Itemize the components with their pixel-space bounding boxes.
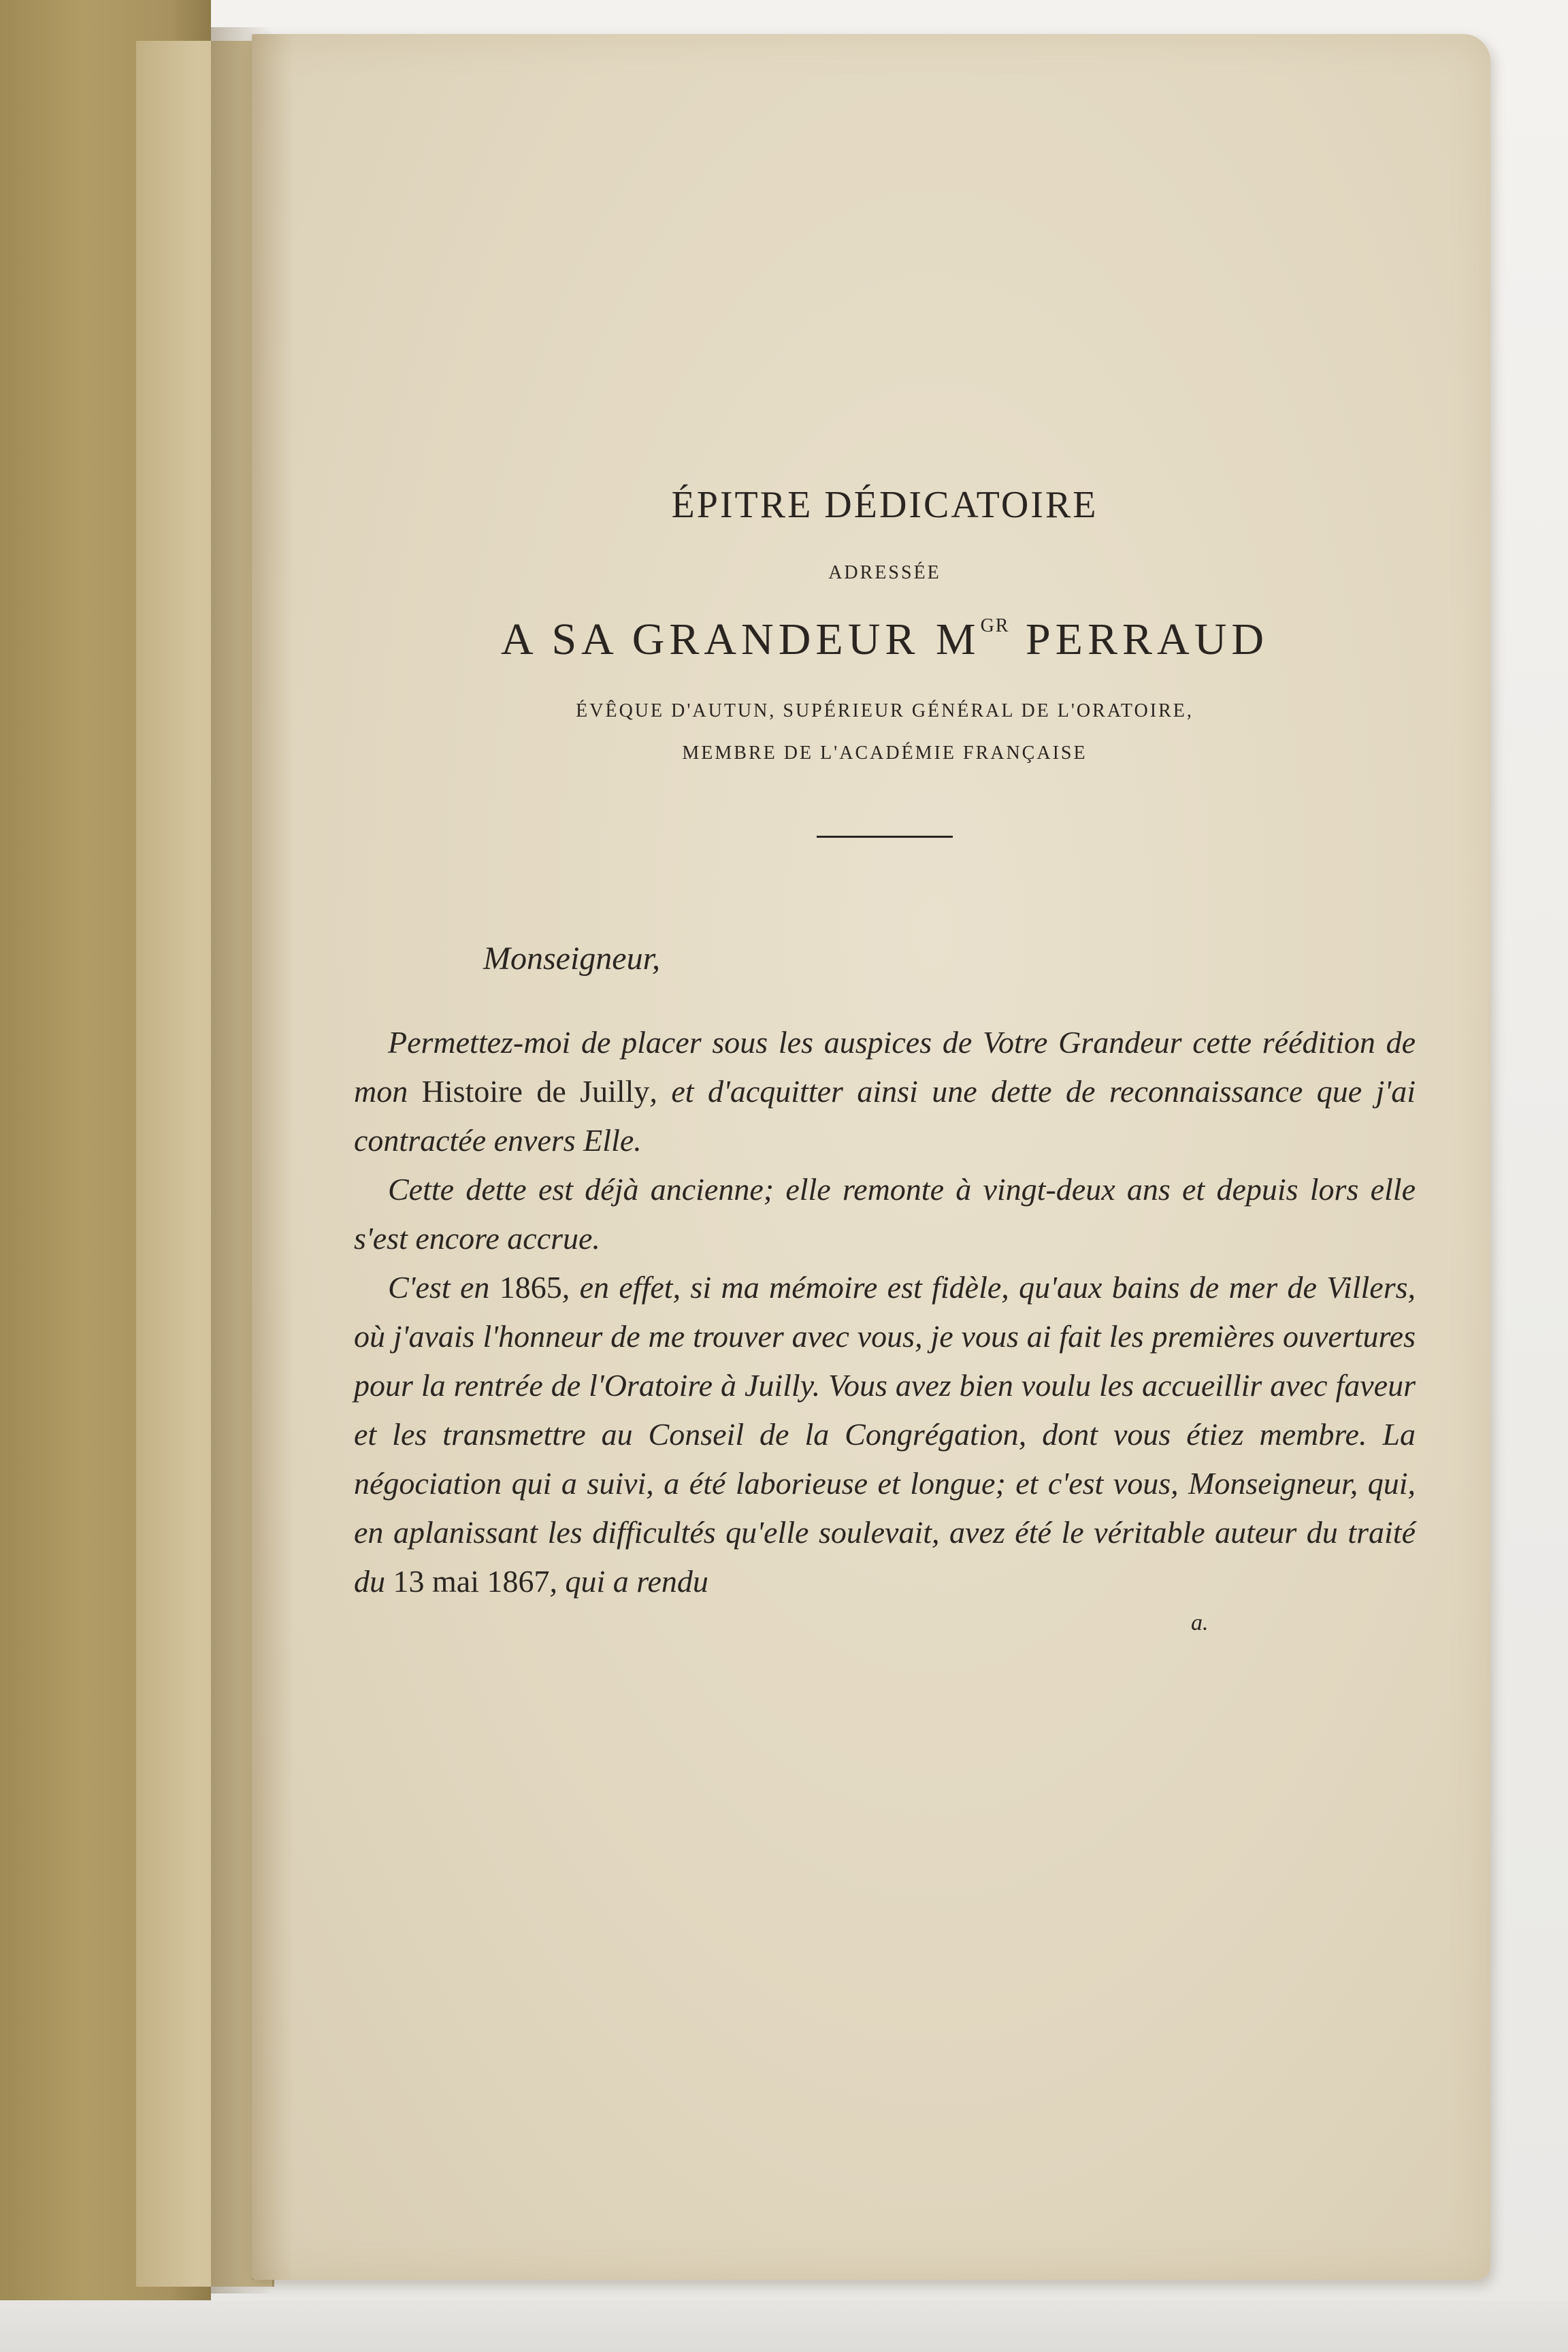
table-surface — [0, 2300, 1568, 2352]
page-gutter-shadow — [252, 34, 293, 2280]
paragraph-1-text-b: , et d'acquitter ainsi une dette de reconnaissance que j'ai contractée envers Elle. — [354, 1074, 1416, 1158]
subtitle-line-1: ÉVÊQUE D'AUTUN, SUPÉRIEUR GÉNÉRAL DE L'ORATOIRE, — [576, 700, 1194, 721]
signature-mark: a. — [1191, 1610, 1209, 1635]
addressed-label: ADRESSÉE — [828, 562, 941, 583]
divider-rule — [817, 836, 953, 838]
paragraph-1 — [354, 1018, 1416, 1165]
paragraph-3 — [354, 1263, 1416, 1606]
paragraph-2-text: Cette dette est déjà ancienne; elle remonte à vingt-deux ans et depuis lors elle s'est encore accrue. — [354, 1172, 1416, 1256]
book-page — [252, 34, 1490, 2280]
book-title: Histoire de Juilly — [421, 1074, 650, 1109]
page-text-block — [354, 483, 1416, 1636]
paragraph-3-text-c: , qui a rendu — [549, 1564, 708, 1599]
recipient-heading — [354, 614, 1416, 666]
paragraph-3-text-a: C'est en — [388, 1270, 500, 1305]
paragraph-3-text-b: , en effet, si ma mémoire est fidèle, qu'aux bains de mer de Villers, où j'avais l'honneur de me trouver avec vous, je vous ai fait les premières ouvertures pour la rentrée de l'Oratoire à Juilly. Vous avez bien voulu les accueillir avec faveur et les transmettre au Conseil de la Congrégation, dont vous étiez membre. La négociation qui a suivi, a été laborieuse et longue; et c'est vous, Monseigneur, qui, en aplanissant les difficultés qu'elle soulevait, avez été le véritable auteur du traité du — [354, 1270, 1416, 1599]
subtitle-line-2: MEMBRE DE L'ACADÉMIE FRANÇAISE — [682, 742, 1088, 764]
paragraph-1-text-a: Permettez-moi de placer sous les auspices de Votre Grandeur cette réédition de mon — [354, 1025, 1416, 1109]
year-1865: 1865 — [499, 1270, 562, 1305]
recipient-name: PERRAUD — [1009, 615, 1269, 664]
treaty-date: 13 mai 1867 — [393, 1564, 550, 1599]
page-title: ÉPITRE DÉDICATOIRE — [671, 484, 1098, 526]
paragraph-2 — [354, 1165, 1416, 1263]
recipient-main: A SA GRANDEUR M — [500, 615, 981, 664]
salutation: Monseigneur, — [483, 941, 660, 977]
recipient-subtitle — [354, 690, 1416, 774]
recipient-superscript: GR — [980, 615, 1010, 636]
